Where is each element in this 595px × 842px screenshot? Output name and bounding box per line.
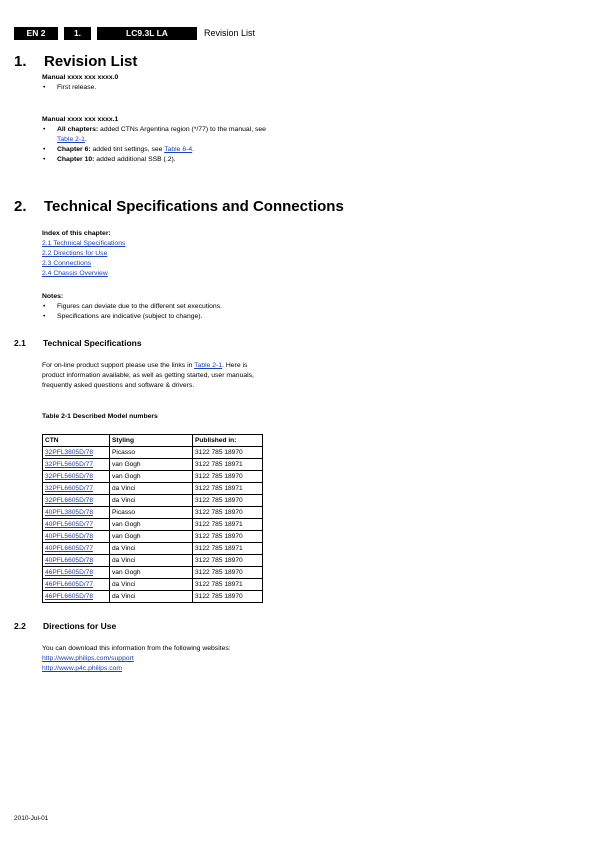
ctn-cell — [43, 471, 110, 483]
ctn-cell — [43, 543, 110, 555]
header-tag-chassis: LC9.3L LA — [97, 27, 197, 40]
styling-cell: van Gogh — [110, 471, 193, 483]
styling-cell: da Vinci — [110, 495, 193, 507]
published-cell: 3122 785 18970 — [193, 591, 263, 603]
section2-title: Technical Specifications and Connections — [44, 198, 344, 215]
section1-number: 1. — [14, 53, 27, 70]
table-row — [43, 459, 263, 471]
table-row — [43, 555, 263, 567]
styling-cell: da Vinci — [110, 483, 193, 495]
p4c-link[interactable]: http://www.p4c.philips.com — [42, 665, 123, 672]
ctn-cell — [43, 555, 110, 567]
table-row — [43, 543, 263, 555]
ctn-link[interactable]: 40PFL5605D/77 — [45, 521, 94, 528]
list-item: • Figures can deviate due to the different set executions. — [42, 302, 282, 312]
ctn-link[interactable]: 32PFL6605D/78 — [45, 497, 94, 504]
section21-paragraph — [42, 361, 267, 391]
published-cell: 3122 785 18970 — [193, 507, 263, 519]
published-cell: 3122 785 18970 — [193, 471, 263, 483]
table-2-1-link[interactable]: Table 2-1 — [57, 136, 85, 143]
footer-date: 2010-Jul-01 — [14, 815, 49, 822]
index-link-2-3[interactable]: 2.3 Connections — [42, 260, 92, 267]
published-cell: 3122 785 18970 — [193, 495, 263, 507]
item-label: Chapter 10: — [57, 156, 95, 163]
styling-cell: van Gogh — [110, 459, 193, 471]
ctn-cell — [43, 579, 110, 591]
ctn-cell — [43, 507, 110, 519]
styling-cell: van Gogh — [110, 567, 193, 579]
styling-cell: Picasso — [110, 447, 193, 459]
table-2-1-link[interactable]: Table 2-1 — [194, 362, 223, 369]
list-item — [42, 125, 267, 145]
ctn-link[interactable]: 46PFL6605D/78 — [45, 593, 94, 600]
table-row — [43, 447, 263, 459]
styling-cell: da Vinci — [110, 579, 193, 591]
ctn-link[interactable]: 32PFL6605D/77 — [45, 485, 94, 492]
list-item: • Specifications are indicative (subject to change). — [42, 312, 282, 322]
section22-heading — [14, 621, 314, 632]
item-label: Chapter 6: — [57, 146, 91, 153]
manual1-heading: Manual xxxx xxx xxxx.1 — [42, 116, 119, 123]
manual0-heading: Manual xxxx xxx xxxx.0 — [42, 74, 119, 81]
table-row — [43, 471, 263, 483]
item-text: added tint settings, see — [90, 146, 165, 153]
published-cell: 3122 785 18970 — [193, 567, 263, 579]
table-body — [43, 447, 263, 603]
published-cell: 3122 785 18971 — [193, 483, 263, 495]
index-list — [42, 239, 125, 279]
ctn-link[interactable]: 46PFL6605D/77 — [45, 581, 94, 588]
ctn-cell — [43, 483, 110, 495]
list-item — [42, 145, 267, 155]
ctn-link[interactable]: 46PFL5605D/78 — [45, 569, 94, 576]
section22-title: Directions for Use — [43, 621, 117, 631]
ctn-cell — [43, 591, 110, 603]
published-cell: 3122 785 18970 — [193, 531, 263, 543]
para-rest: Here is product information available, as well as getting started, user manuals, frequently asked questions and software & drivers. — [42, 362, 254, 389]
table-6-4-link[interactable]: Table 6-4 — [164, 146, 193, 153]
index-link-2-4[interactable]: 2.4 Chassis Overview — [42, 270, 108, 277]
ctn-link[interactable]: 32PFL5605D/78 — [45, 473, 94, 480]
index-link-2-1[interactable]: 2.1 Technical Specifications — [42, 240, 126, 247]
table-row — [43, 495, 263, 507]
ctn-cell — [43, 567, 110, 579]
ctn-cell — [43, 447, 110, 459]
ctn-cell — [43, 531, 110, 543]
styling-cell: da Vinci — [110, 543, 193, 555]
ctn-link[interactable]: 32PFL3805D/78 — [45, 449, 94, 456]
column-header-ctn: CTN — [43, 435, 110, 447]
manual0-list — [42, 83, 262, 93]
table-row — [43, 579, 263, 591]
section2-number: 2. — [14, 198, 27, 215]
item-label: All chapters: — [57, 126, 99, 133]
section22-paragraph — [42, 644, 282, 674]
ctn-cell — [43, 495, 110, 507]
ctn-link[interactable]: 40PFL5605D/78 — [45, 533, 94, 540]
section21-number: 2.1 — [14, 338, 26, 348]
styling-cell: Picasso — [110, 507, 193, 519]
model-numbers-table — [42, 434, 263, 603]
table-header-row — [43, 435, 263, 447]
para-end: . — [222, 362, 224, 369]
section21-title: Technical Specifications — [43, 338, 142, 348]
styling-cell: van Gogh — [110, 519, 193, 531]
section22-number: 2.2 — [14, 621, 26, 631]
item-end: . — [84, 136, 87, 143]
notes-heading: Notes: — [42, 293, 64, 300]
table-row — [43, 591, 263, 603]
section1-heading — [14, 53, 414, 71]
para-text: For on-line product support please use the links in — [42, 362, 195, 369]
ctn-cell — [43, 519, 110, 531]
list-item — [42, 155, 267, 165]
ctn-link[interactable]: 40PFL6605D/77 — [45, 545, 94, 552]
column-header-published: Published in: — [193, 435, 263, 447]
table-row — [43, 531, 263, 543]
table-row — [43, 507, 263, 519]
published-cell: 3122 785 18971 — [193, 543, 263, 555]
header-title: Revision List — [204, 28, 256, 38]
styling-cell: da Vinci — [110, 591, 193, 603]
item-end: . — [192, 146, 195, 153]
styling-cell: van Gogh — [110, 531, 193, 543]
philips-support-link[interactable]: http://www.philips.com/support — [42, 655, 134, 662]
notes-list — [42, 302, 282, 322]
ctn-link[interactable]: 40PFL6605D/78 — [45, 557, 94, 564]
published-cell: 3122 785 18971 — [193, 519, 263, 531]
manual1-list — [42, 125, 267, 165]
styling-cell: da Vinci — [110, 555, 193, 567]
published-cell: 3122 785 18971 — [193, 459, 263, 471]
ctn-link[interactable]: 40PFL3805D/78 — [45, 509, 94, 516]
table-row — [43, 519, 263, 531]
published-cell: 3122 785 18971 — [193, 579, 263, 591]
para-text: You can download this information from the following websites: — [42, 645, 231, 652]
header-tag-chapter: 1. — [64, 27, 91, 40]
item-text: added CTNs Argentina region (*/77) to the manual, see — [98, 126, 266, 133]
published-cell: 3122 785 18970 — [193, 447, 263, 459]
index-heading: Index of this chapter: — [42, 230, 111, 237]
published-cell: 3122 785 18970 — [193, 555, 263, 567]
section2-heading — [14, 198, 574, 216]
ctn-link[interactable]: 32PFL5605D/77 — [45, 461, 94, 468]
table-row — [43, 483, 263, 495]
header-tag-lang: EN 2 — [14, 27, 58, 40]
index-link-2-2[interactable]: 2.2 Directions for Use — [42, 250, 108, 257]
item-text: added additional SSB (.2). — [94, 156, 176, 163]
table-caption: Table 2-1 Described Model numbers — [42, 413, 158, 420]
ctn-cell — [43, 459, 110, 471]
section21-heading — [14, 338, 314, 349]
list-item: • First release. — [42, 83, 262, 93]
column-header-styling: Styling — [110, 435, 193, 447]
table-row — [43, 567, 263, 579]
section1-title: Revision List — [44, 53, 138, 70]
